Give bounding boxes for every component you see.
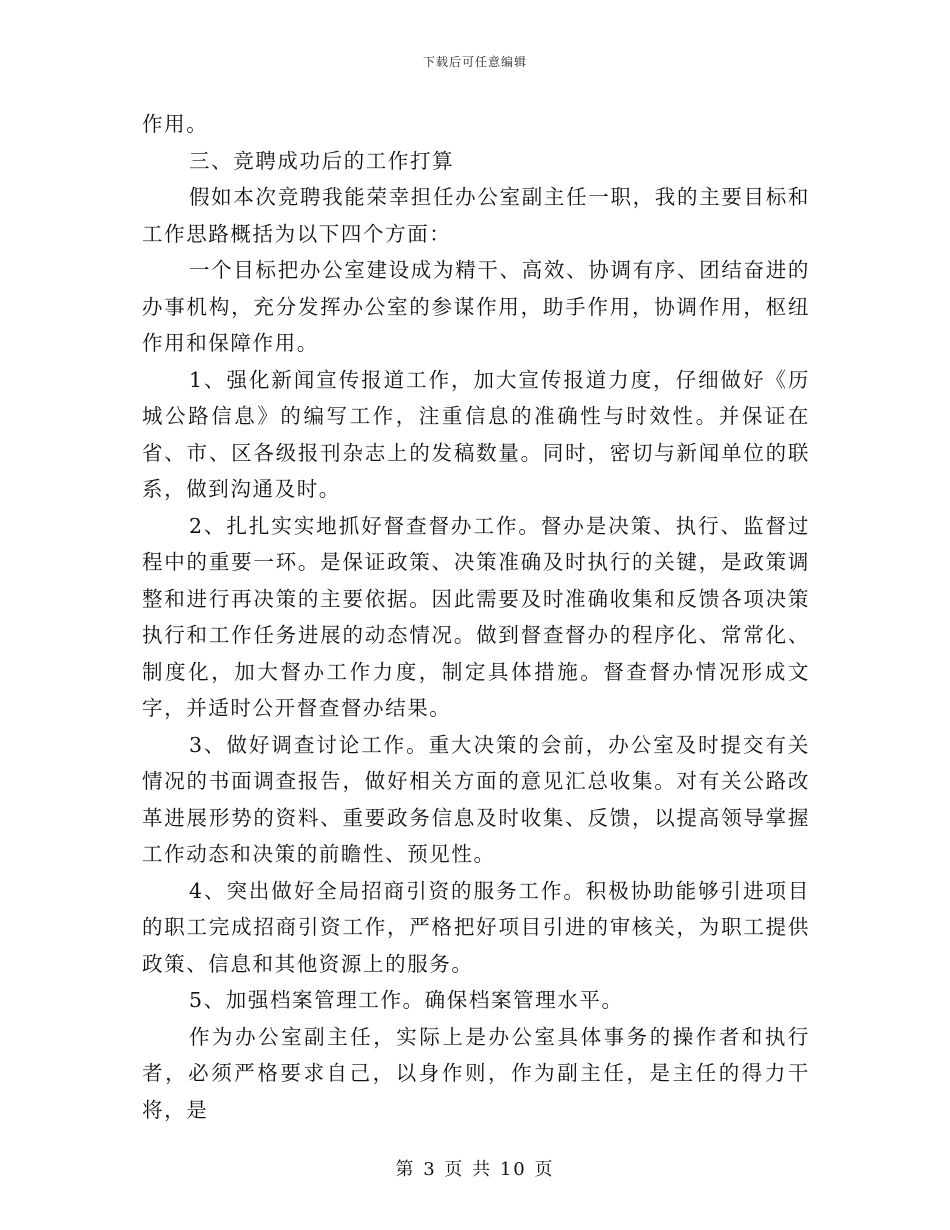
paragraph: 5、加强档案管理工作。确保档案管理水平。 [189, 988, 624, 1012]
paragraph: 4、突出做好全局招商引资的服务工作。积极协助能够引进项目的职工完成招商引资工作，严格把好项目引进的审核关，为职工提供政策、信息和其他资源上的服务。 [142, 878, 810, 976]
section-heading: 三、竞聘成功后的工作打算 [189, 148, 455, 173]
paragraph: 1、强化新闻宣传报道工作，加大宣传报道力度，仔细做好《历城公路信息》的编写工作，注重信息的准确性与时效性。并保证在省、市、区各级报刊杂志上的发稿数量。同时，密切与新闻单位的联系，做到沟通及时。 [142, 367, 810, 501]
paragraph: 3、做好调查讨论工作。重大决策的会前，办公室及时提交有关情况的书面调查报告，做好相关方面的意见汇总收集。对有关公路改革进展形势的资料、重要政务信息及时收集、反馈，以提高领导掌握工作动态和决策的前瞻性、预见性。 [142, 732, 810, 866]
document-body [142, 106, 810, 1128]
paragraph: 2、扎扎实实地抓好督查督办工作。督办是决策、执行、监督过程中的重要一环。是保证政策、决策准确及时执行的关键，是政策调整和进行再决策的主要依据。因此需要及时准确收集和反馈各项决策执行和工作任务进展的动态情况。做到督查督办的程序化、常常化、制度化，加大督办工作力度，制定具体措施。督查督办情况形成文字，并适时公开督查督办结果。 [142, 513, 810, 720]
page-header: 下载后可任意编辑 [422, 55, 527, 69]
paragraph: 一个目标把办公室建设成为精干、高效、协调有序、团结奋进的办事机构，充分发挥办公室的参谋作用，助手作用，协调作用，枢纽作用和保障作用。 [142, 258, 810, 355]
paragraph: 作用。 [142, 112, 209, 136]
page-footer: 第 3 页 共 10 页 [395, 1159, 555, 1180]
paragraph: 假如本次竞聘我能荣幸担任办公室副主任一职，我的主要目标和工作思路概括为以下四个方面： [142, 185, 810, 246]
paragraph: 作为办公室副主任，实际上是办公室具体事务的操作者和执行者，必须严格要求自己，以身作则，作为副主任，是主任的得力干将，是 [142, 1024, 810, 1122]
